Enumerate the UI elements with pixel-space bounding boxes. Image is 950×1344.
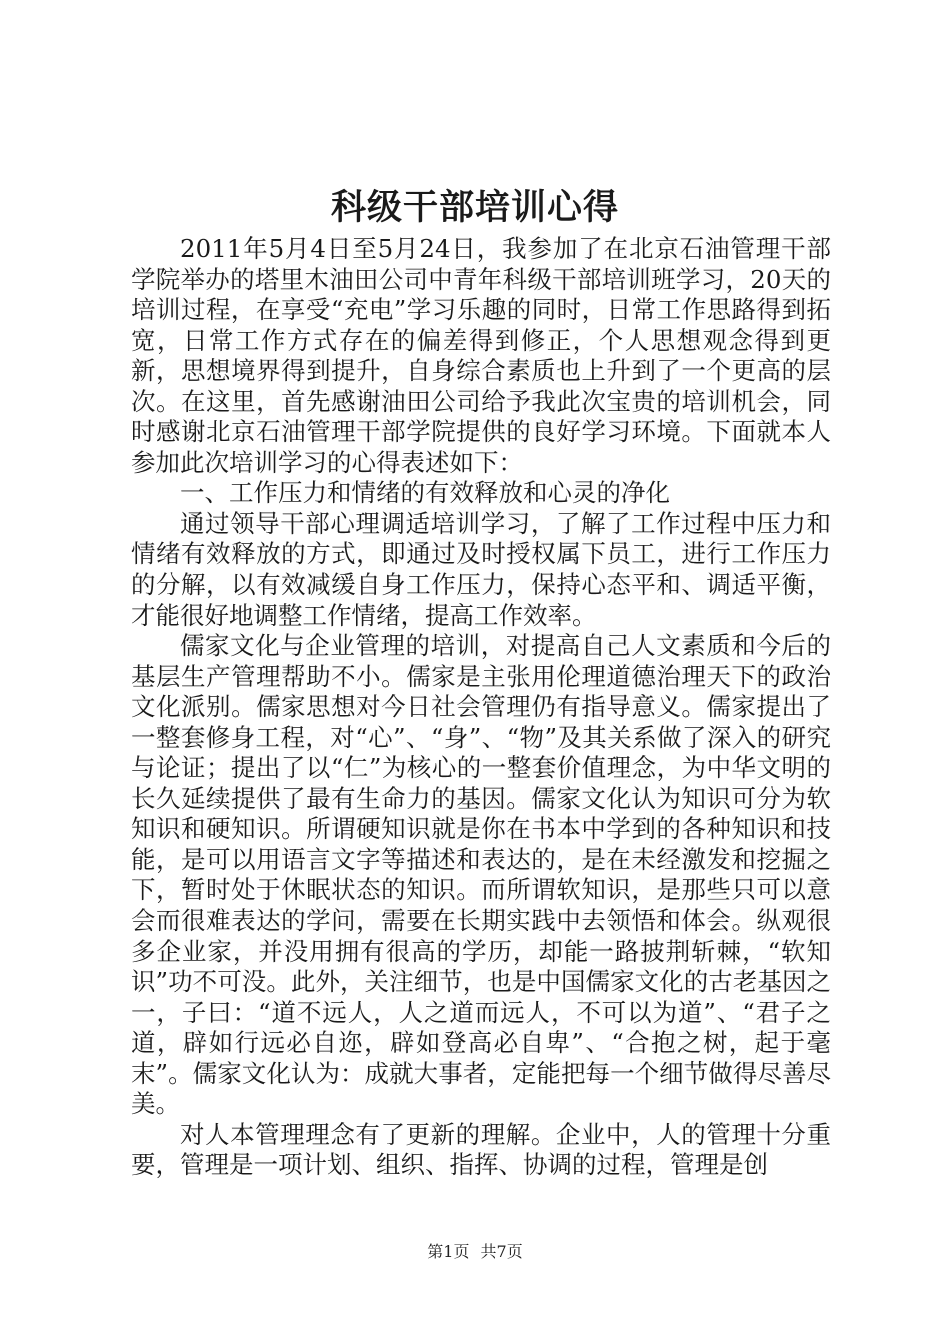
section-heading-1: 一、工作压力和情绪的有效释放和心灵的净化 [180, 478, 670, 508]
document-body [131, 234, 831, 1181]
page-number: 第1页 [427, 1242, 470, 1261]
page-total: 共7页 [480, 1242, 523, 1261]
paragraph-confucian-culture: 儒家文化与企业管理的培训，对提高自己人文素质和今后的基层生产管理帮助不小。儒家是主张用伦理道德治理天下的政治文化派别。儒家思想对今日社会管理仍有指导意义。儒家提出了一整套修身工程，对“心”、“身”、“物”及其关系做了深入的研究与论证；提出了以“仁”为核心的一整套价值理念，为中华文明的长久延续提供了最有生命力的基因。儒家文化认为知识可分为软知识和硬知识。所谓硬知识就是你在书本中学到的各种知识和技能，是可以用语言文字等描述和表达的，是在未经激发和挖掘之下，暂时处于休眠状态的知识。而所谓软知识，是那些只可以意会而很难表达的学问，需要在长期实践中去领悟和体会。纵观很多企业家，并没用拥有很高的学历，却能一路披荆斩棘，“软知识”功不可没。此外，关注细节，也是中国儒家文化的古老基因之一，子曰：“道不远人，人之道而远人，不可以为道”、“君子之道，辟如行远必自迩，辟如登高必自卑”、“合抱之树，起于毫末”。儒家文化认为：成就大事者，定能把每一个细节做得尽善尽美。 [131, 631, 831, 1119]
document-title: 科级干部培训心得 [330, 187, 619, 228]
paragraph-stress-release: 通过领导干部心理调适培训学习，了解了工作过程中压力和情绪有效释放的方式，即通过及时授权属下员工，进行工作压力的分解，以有效减缓自身工作压力，保持心态平和、调适平衡，才能很好地调整工作情绪，提高工作效率。 [131, 508, 831, 630]
paragraph-intro: 2011年5月4日至5月24日，我参加了在北京石油管理干部学院举办的塔里木油田公司中青年科级干部培训班学习，20天的培训过程，在享受“充电”学习乐趣的同时，日常工作思路得到拓宽，日常工作方式存在的偏差得到修正，个人思想观念得到更新，思想境界得到提升，自身综合素质也上升到了一个更高的层次。在这里，首先感谢油田公司给予我此次宝贵的培训机会，同时感谢北京石油管理干部学院提供的良好学习环境。下面就本人参加此次培训学习的心得表述如下： [131, 234, 831, 477]
page-footer [0, 1241, 950, 1263]
paragraph-people-management: 对人本管理理念有了更新的理解。企业中，人的管理十分重要，管理是一项计划、组织、指挥、协调的过程，管理是创 [131, 1119, 831, 1180]
